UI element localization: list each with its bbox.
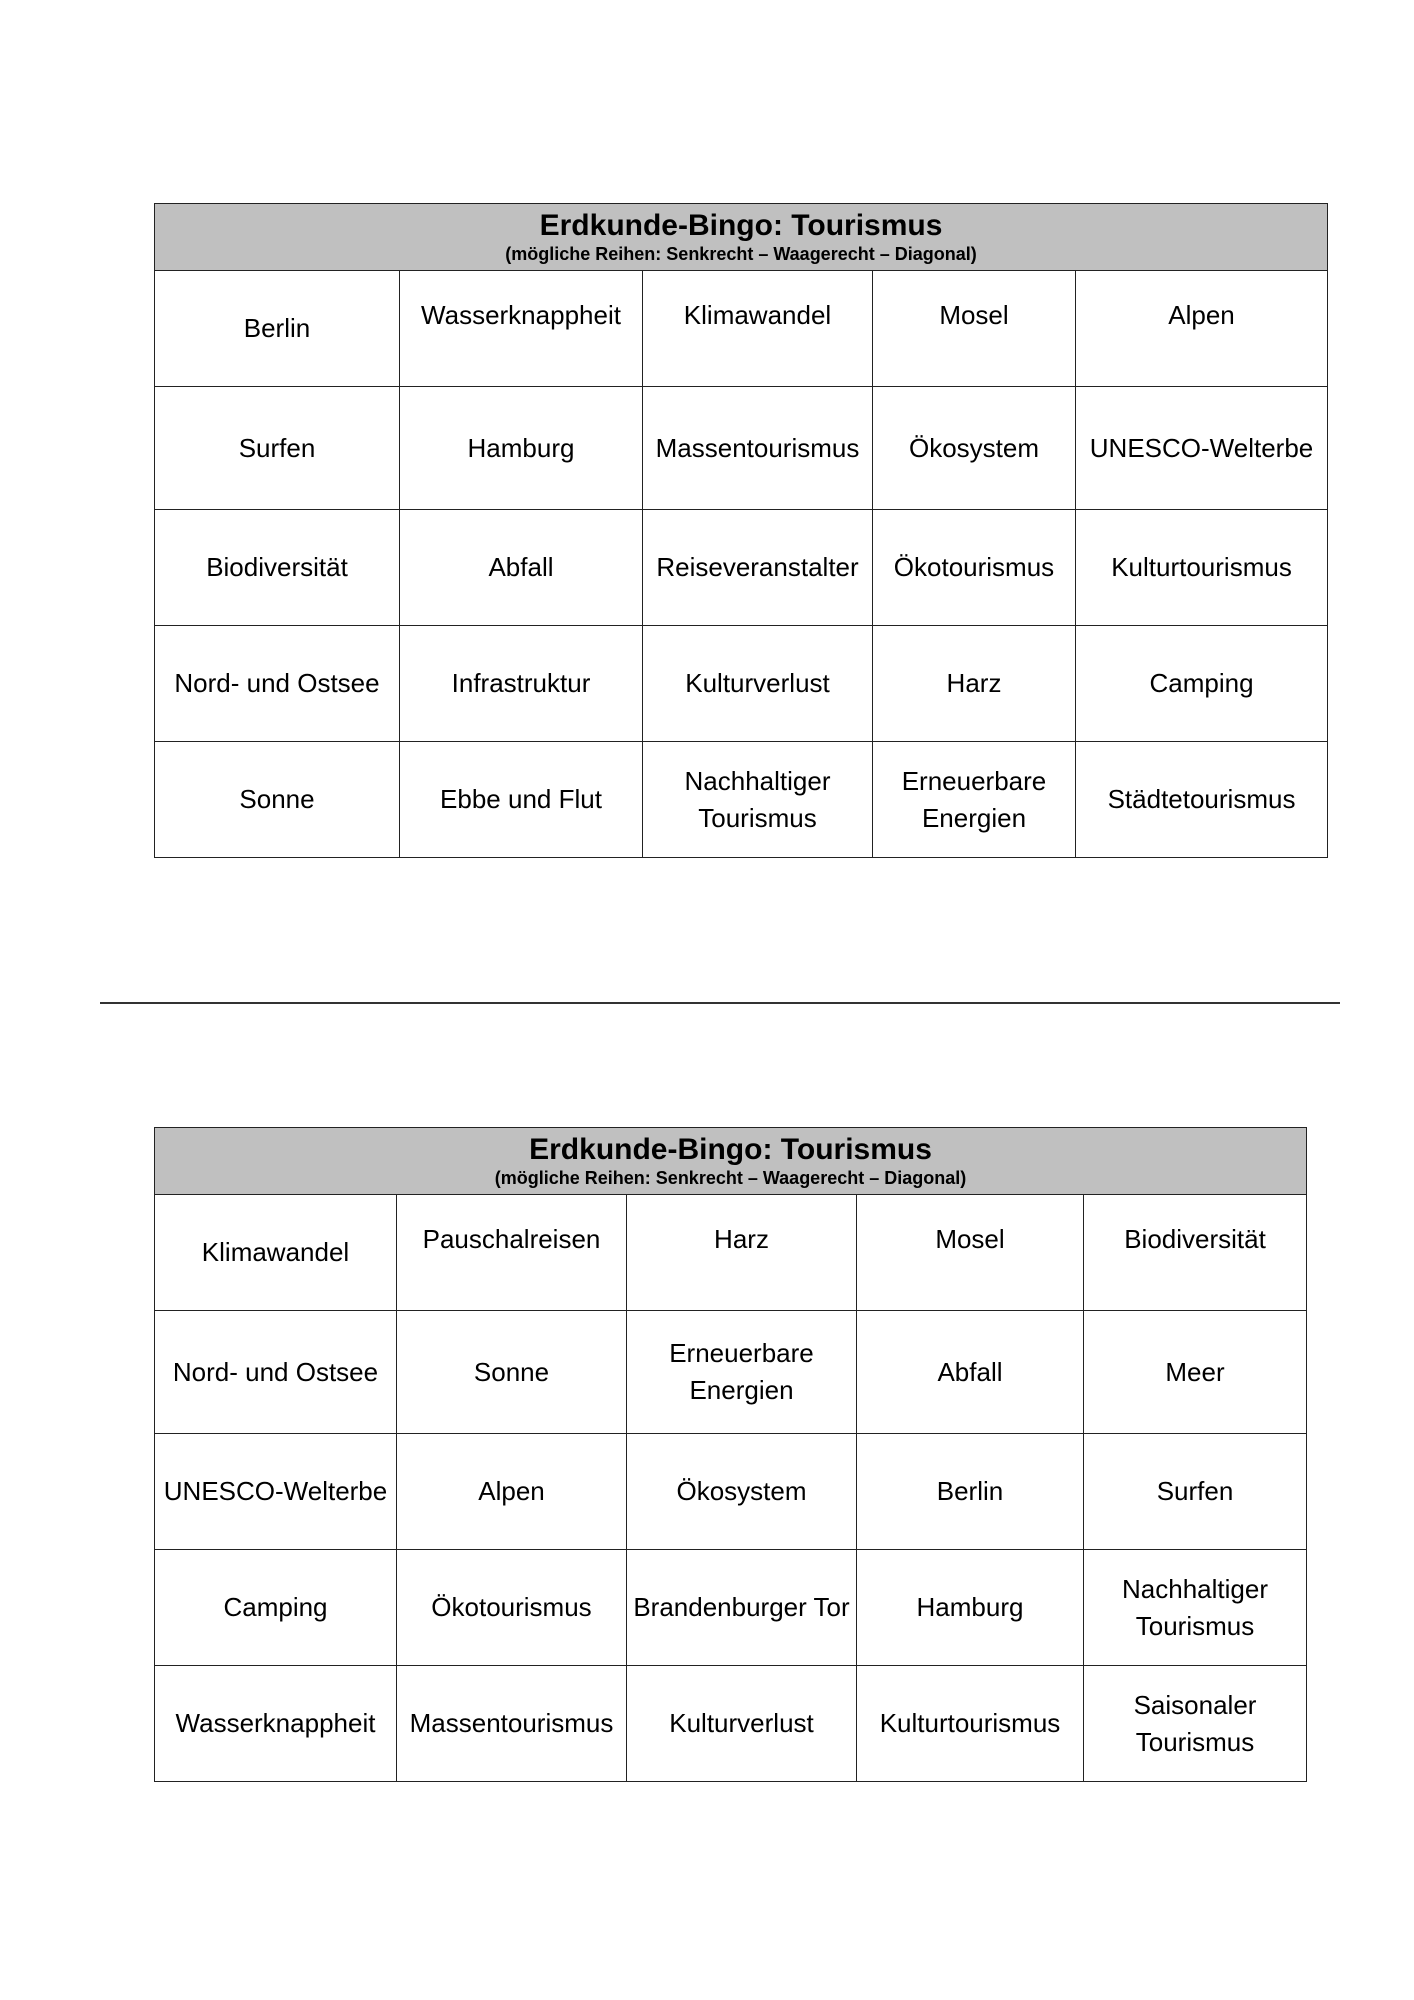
card-title: Erdkunde-Bingo: Tourismus: [539, 209, 943, 243]
bingo-cell: Biodiversität: [1084, 1195, 1307, 1311]
bingo-cell: Nachhaltiger Tourismus: [1084, 1550, 1307, 1666]
bingo-cell: Städtetourismus: [1076, 742, 1328, 858]
bingo-cell: Camping: [1076, 626, 1328, 742]
bingo-cell: Biodiversität: [155, 510, 400, 626]
bingo-cell: UNESCO-Welterbe: [1076, 387, 1328, 510]
bingo-cell: Alpen: [1076, 271, 1328, 387]
bingo-row: [155, 1666, 1307, 1782]
bingo-cell: Berlin: [155, 271, 400, 387]
bingo-cell: Kulturtourismus: [1076, 510, 1328, 626]
bingo-cell: Infrastruktur: [400, 626, 643, 742]
bingo-row: [155, 1195, 1307, 1311]
bingo-row: [155, 271, 1328, 387]
bingo-cell: Klimawandel: [155, 1195, 397, 1311]
bingo-cell: Ökotourismus: [873, 510, 1076, 626]
bingo-cell: Erneuerbare Energien: [627, 1311, 857, 1434]
bingo-cell: Massentourismus: [643, 387, 873, 510]
bingo-cell: UNESCO-Welterbe: [155, 1434, 397, 1550]
bingo-cell: Surfen: [1084, 1434, 1307, 1550]
bingo-cell: Kulturverlust: [627, 1666, 857, 1782]
bingo-cell: Hamburg: [857, 1550, 1084, 1666]
bingo-cell: Harz: [627, 1195, 857, 1311]
bingo-cell: Sonne: [397, 1311, 627, 1434]
bingo-cell: Wasserknappheit: [155, 1666, 397, 1782]
bingo-cell: Berlin: [857, 1434, 1084, 1550]
bingo-cell: Pauschalreisen: [397, 1195, 627, 1311]
bingo-cell: Nachhaltiger Tourismus: [643, 742, 873, 858]
bingo-cell: Ebbe und Flut: [400, 742, 643, 858]
bingo-cell: Wasserknappheit: [400, 271, 643, 387]
bingo-cell: Camping: [155, 1550, 397, 1666]
bingo-cell: Massentourismus: [397, 1666, 627, 1782]
card-subtitle: (mögliche Reihen: Senkrecht – Waagerecht – Diagonal): [505, 243, 977, 264]
bingo-cell: Hamburg: [400, 387, 643, 510]
bingo-cell: Kulturtourismus: [857, 1666, 1084, 1782]
bingo-cell: Ökosystem: [627, 1434, 857, 1550]
card-title: Erdkunde-Bingo: Tourismus: [529, 1133, 932, 1167]
card-header: [155, 204, 1328, 271]
bingo-cell: Nord- und Ostsee: [155, 1311, 397, 1434]
cut-line: [100, 1002, 1340, 1004]
bingo-cell: Surfen: [155, 387, 400, 510]
bingo-cell: Mosel: [873, 271, 1076, 387]
bingo-cell: Sonne: [155, 742, 400, 858]
bingo-cell: Abfall: [857, 1311, 1084, 1434]
bingo-cell: Mosel: [857, 1195, 1084, 1311]
bingo-row: [155, 1434, 1307, 1550]
card-header: [155, 1128, 1307, 1195]
bingo-cell: Kulturverlust: [643, 626, 873, 742]
bingo-row: [155, 387, 1328, 510]
bingo-row: [155, 1311, 1307, 1434]
bingo-cell: Ökosystem: [873, 387, 1076, 510]
bingo-row: [155, 626, 1328, 742]
bingo-cell: Nord- und Ostsee: [155, 626, 400, 742]
bingo-cell: Ökotourismus: [397, 1550, 627, 1666]
bingo-cell: Abfall: [400, 510, 643, 626]
card-subtitle: (mögliche Reihen: Senkrecht – Waagerecht – Diagonal): [494, 1167, 967, 1188]
bingo-card-2: [154, 1127, 1307, 1782]
bingo-cell: Harz: [873, 626, 1076, 742]
bingo-card-1: [154, 203, 1328, 858]
bingo-cell: Reiseveranstalter: [643, 510, 873, 626]
bingo-cell: Klimawandel: [643, 271, 873, 387]
bingo-row: [155, 1550, 1307, 1666]
bingo-cell: Alpen: [397, 1434, 627, 1550]
bingo-row: [155, 742, 1328, 858]
bingo-row: [155, 510, 1328, 626]
bingo-cell: Meer: [1084, 1311, 1307, 1434]
bingo-cell: Brandenburger Tor: [627, 1550, 857, 1666]
bingo-cell: Erneuerbare Energien: [873, 742, 1076, 858]
bingo-cell: Saisonaler Tourismus: [1084, 1666, 1307, 1782]
